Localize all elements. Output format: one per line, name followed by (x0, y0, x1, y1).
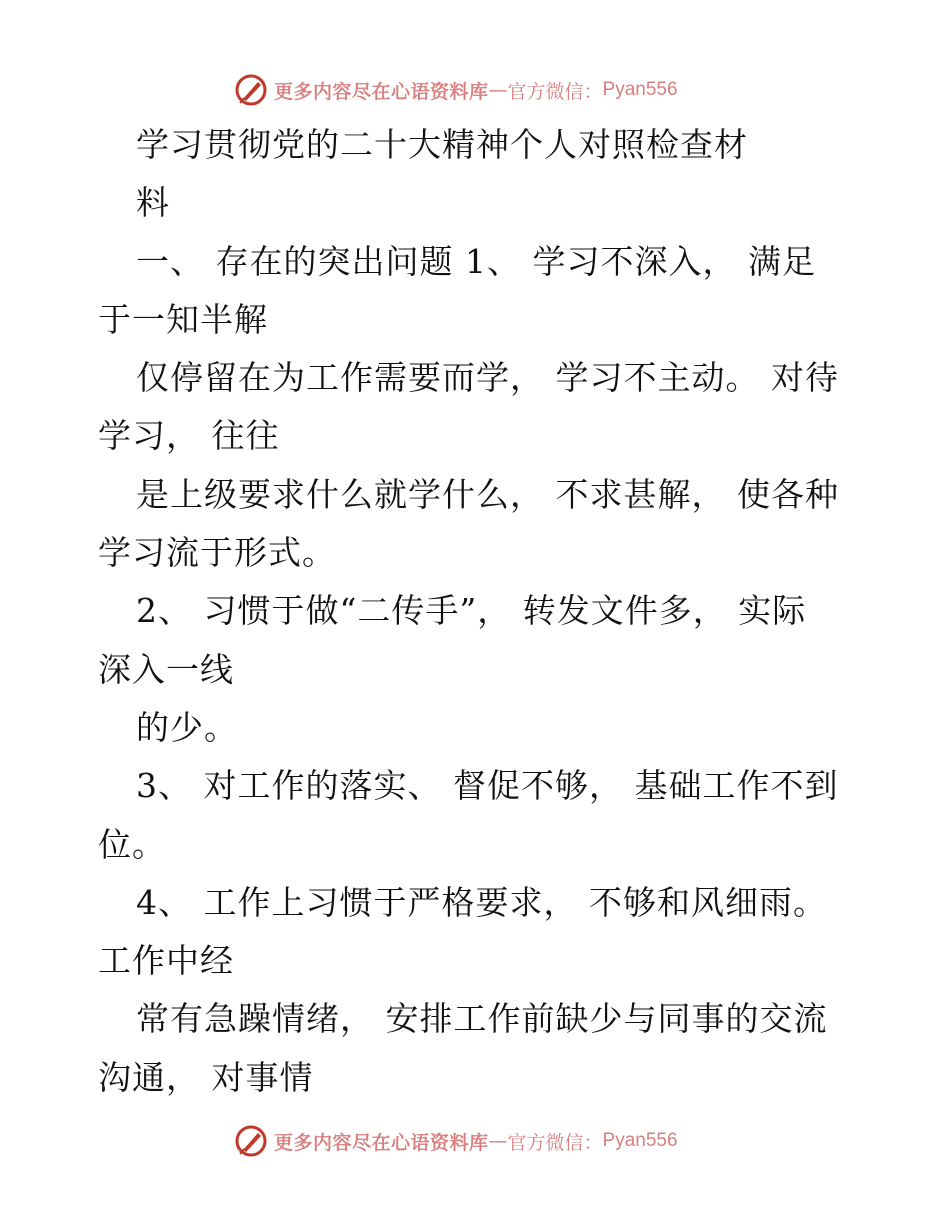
footer-watermark (234, 1124, 678, 1158)
paragraph-line: 工作中经 (98, 941, 234, 981)
paragraph-line: 位。 (98, 824, 166, 864)
watermark-channel-text: 官方微信： (507, 1131, 603, 1154)
document-title-line-2: 料 (136, 183, 170, 223)
paragraph-line: 沟通， 对事情 (98, 1057, 314, 1097)
paragraph-line: 一、 存在的突出问题 1、 学习不深入， 满足 (136, 241, 816, 281)
paragraph-line: 3、 对工作的落实、 督促不够， 基础工作不到 (136, 766, 839, 806)
watermark-account-id: Pyan556 (602, 1130, 678, 1151)
paragraph-line: 学习， 往往 (98, 416, 280, 456)
paragraph-line: 2、 习惯于做“二传手”， 转发文件多， 实际 (136, 591, 807, 631)
watermark-brand-text: 更多内容尽在心语资料库 (274, 80, 489, 103)
watermark-channel-text: 官方微信： (507, 80, 603, 103)
quill-pen-icon (234, 73, 268, 107)
watermark-separator: — (488, 79, 508, 101)
watermark-account-id: Pyan556 (602, 79, 678, 100)
paragraph-line: 是上级要求什么就学什么， 不求甚解， 使各种 (136, 474, 839, 514)
paragraph-line: 4、 工作上习惯于严格要求， 不够和风细雨。 (136, 882, 827, 922)
paragraph-line: 深入一线 (98, 649, 234, 689)
watermark-separator: — (488, 1130, 508, 1152)
paragraph-line: 仅停留在为工作需要而学， 学习不主动。 对待 (136, 358, 839, 398)
quill-pen-icon (234, 1124, 268, 1158)
header-watermark (234, 73, 678, 107)
document-body (98, 116, 858, 1107)
paragraph-line: 于一知半解 (98, 299, 268, 339)
paragraph-line: 常有急躁情绪， 安排工作前缺少与同事的交流 (136, 999, 828, 1039)
paragraph-line: 的少。 (136, 707, 238, 747)
document-title-line-1: 学习贯彻党的二十大精神个人对照检查材 (136, 125, 748, 164)
watermark-brand-text: 更多内容尽在心语资料库 (274, 1131, 489, 1154)
paragraph-line: 学习流于形式。 (98, 533, 336, 573)
